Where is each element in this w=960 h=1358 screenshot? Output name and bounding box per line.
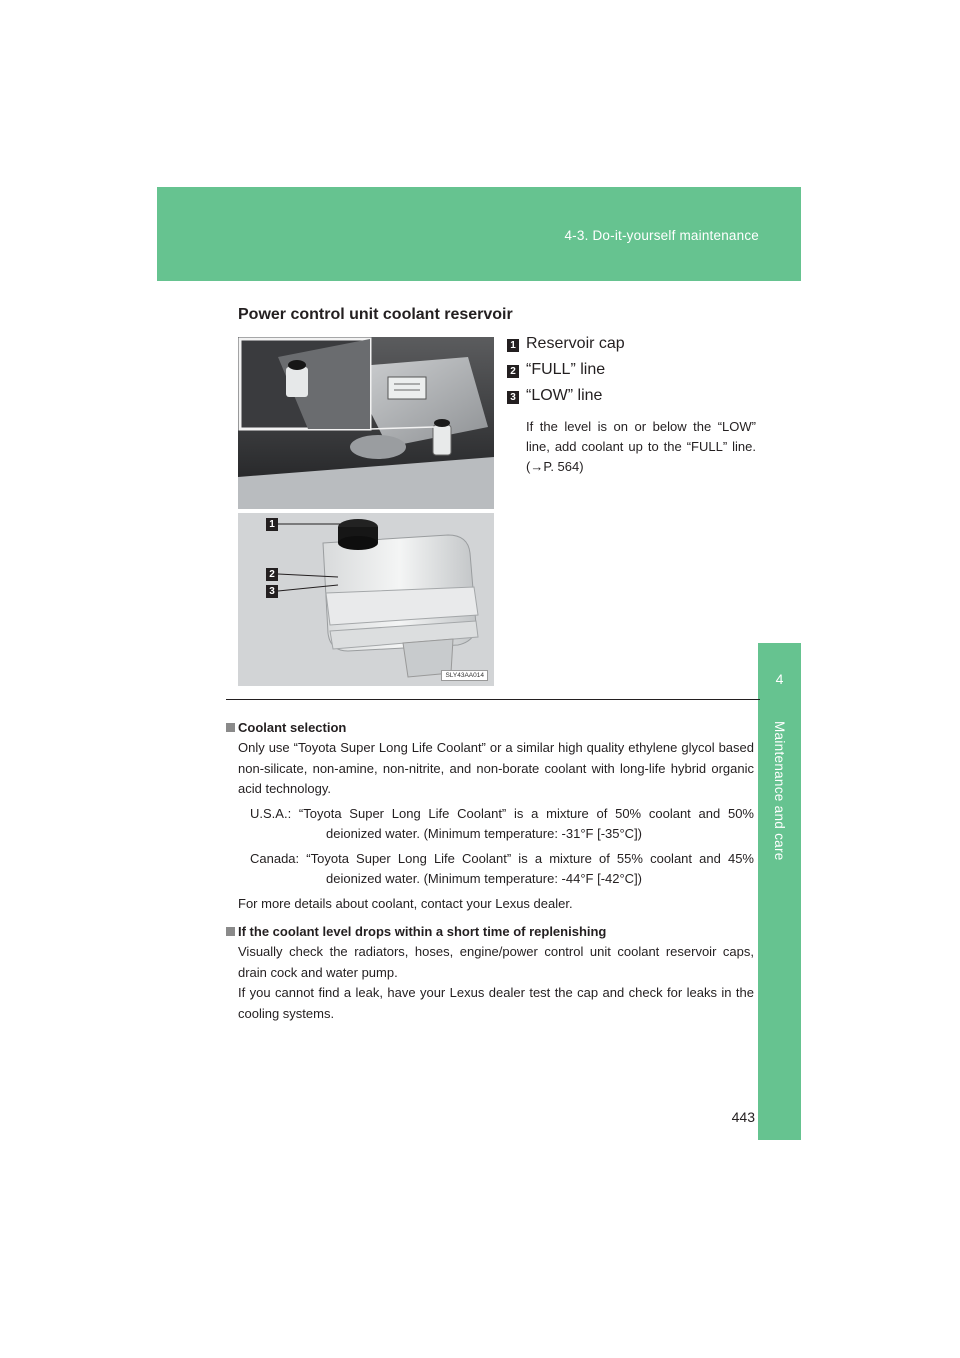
legend-label: Reservoir cap (526, 335, 625, 352)
chapter-tab (758, 643, 801, 1140)
page-title: Power control unit coolant reservoir (238, 306, 513, 323)
section-heading: 4-3. Do-it-yourself maintenance (564, 228, 759, 243)
legend-number: 1 (507, 339, 519, 352)
legend-number: 2 (507, 365, 519, 378)
legend-item-full-line (507, 361, 757, 387)
note-body: Visually check the radiators, hoses, engine/power control unit coolant reservoir caps, drain cock and water pump. (238, 944, 754, 980)
legend-label: “FULL” line (526, 361, 606, 378)
chapter-number: 4 (775, 671, 784, 687)
header-band (157, 187, 801, 281)
note-canada: Canada: “Toyota Super Long Life Coolant” is a mixture of 55% coolant and 45% deionized water. (Minimum temperature: -44°F [-42°C]) (250, 850, 754, 886)
square-bullet-icon (226, 927, 235, 936)
callout-2: 2 (266, 568, 278, 581)
legend-note: If the level is on or below the “LOW” line, add coolant up to the “FULL” line. (→P. 564) (526, 419, 756, 474)
legend-item-reservoir-cap (507, 335, 757, 361)
legend-label: “LOW” line (526, 387, 603, 404)
note-heading-text: If the coolant level drops within a short time of replenishing (238, 924, 607, 939)
notes-section (226, 718, 754, 1024)
page-number: 443 (731, 1109, 755, 1125)
note-dealer: For more details about coolant, contact your Lexus dealer. (238, 895, 573, 911)
note-heading-level-drops (226, 922, 754, 942)
callout-3: 3 (266, 585, 278, 598)
note-body: Only use “Toyota Super Long Life Coolant” or a similar high quality ethylene glycol based non-silicate, non-amine, non-nitrite, and non-borate coolant with long-life hybrid organic acid technology. (238, 740, 754, 796)
legend-item-low-line (507, 387, 757, 413)
note-heading-text: Coolant selection (238, 720, 347, 735)
engine-bay-photo (238, 337, 494, 509)
reservoir-illustration (238, 513, 494, 686)
figure-legend (507, 335, 757, 413)
divider (226, 699, 760, 700)
chapter-title: Maintenance and care (772, 721, 787, 861)
figure-code: SLY43AA014 (441, 670, 488, 681)
note-heading-coolant-selection (226, 718, 754, 738)
square-bullet-icon (226, 723, 235, 732)
legend-number: 3 (507, 391, 519, 404)
note-body: If you cannot find a leak, have your Lexus dealer test the cap and check for leaks in the cooling systems. (238, 985, 754, 1021)
reservoir-drawing (238, 513, 494, 686)
engine-bay-illustration (238, 337, 494, 509)
note-usa: U.S.A.: “Toyota Super Long Life Coolant” is a mixture of 50% coolant and 50% deionized water. (Minimum temperature: -31°F [-35°C]) (250, 805, 754, 841)
callout-1: 1 (266, 518, 278, 531)
